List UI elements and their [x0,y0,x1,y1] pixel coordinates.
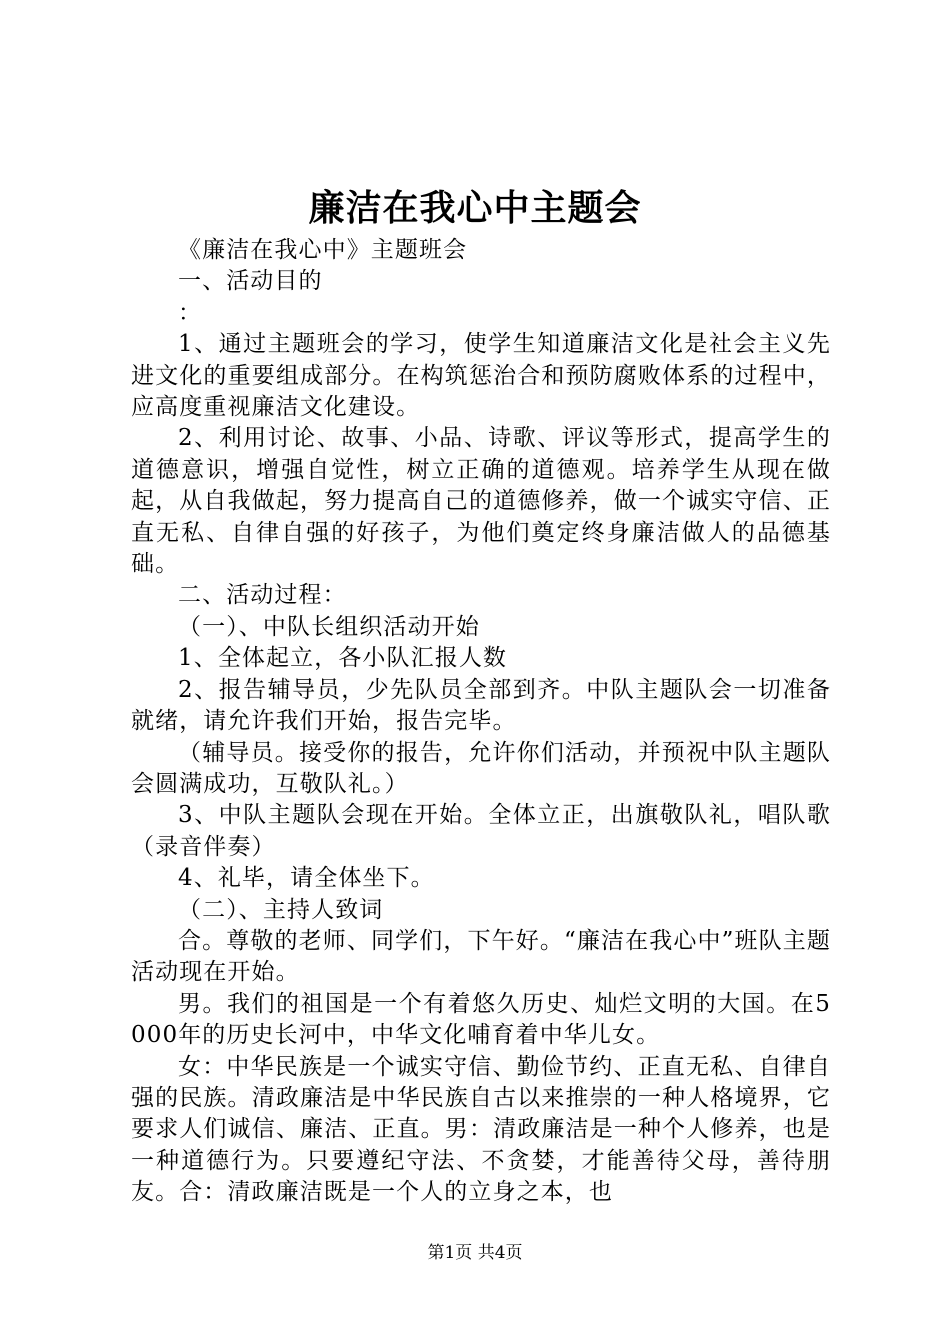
paragraph-colon: ： [178,299,203,326]
paragraph: 1、通过主题班会的学习，使学生知道廉洁文化是社会主义先进文化的重要组成部分。在构筑惩治合和预防腐败体系的过程中，应高度重视廉洁文化建设。 [131,331,831,421]
paragraph: 男。我们的祖国是一个有着悠久历史、灿烂文明的大国。在5000年的历史长河中，中华文化哺育着中华儿女。 [131,990,831,1049]
paragraph: 3、中队主题队会现在开始。全体立正，出旗敬队礼，唱队歌（录音伴奏） [131,802,831,860]
paragraph: （辅导员。接受你的报告，允许你们活动，并预祝中队主题队会圆满成功，互敬队礼。） [131,739,831,797]
page-number-footer: 第1页 共4页 [427,1243,523,1263]
paragraph: （二）、主持人致词 [178,896,384,923]
document-title: 廉洁在我心中主题会 [308,187,642,229]
paragraph: 女：中华民族是一个诚实守信、勤俭节约、正直无私、自律自强的民族。清政廉洁是中华民族自古以来推崇的一种人格境界，它要求人们诚信、廉洁、正直。男：清政廉洁是一种个人修养，也是一种道德行为。只要遵纪守法、不贪婪，才能善待父母，善待朋友。合：清政廉洁既是一个人的立身之本，也 [131,1053,831,1206]
paragraph-heading-purpose: 一、活动目的 [178,268,323,295]
paragraph: 1、全体起立，各小队汇报人数 [178,645,508,672]
paragraph: （一）、中队长组织活动开始 [178,613,480,640]
paragraph-heading-process: 二、活动过程： [178,582,347,609]
paragraph: 4、礼毕，请全体坐下。 [178,865,435,892]
paragraph-subtitle: 《廉洁在我心中》主题班会 [178,237,468,263]
paragraph: 合。尊敬的老师、同学们，下午好。“廉洁在我心中”班队主题活动现在开始。 [131,927,831,986]
paragraph: 2、报告辅导员，少先队员全部到齐。中队主题队会一切准备就绪，请允许我们开始，报告完毕。 [131,676,831,735]
document-body [131,235,831,1209]
paragraph: 2、利用讨论、故事、小品、诗歌、评议等形式，提高学生的道德意识，增强自觉性，树立正确的道德观。培养学生从现在做起，从自我做起，努力提高自己的道德修养，做一个诚实守信、正直无私、自律自强的好孩子，为他们奠定终身廉洁做人的品德基础。 [131,425,831,578]
